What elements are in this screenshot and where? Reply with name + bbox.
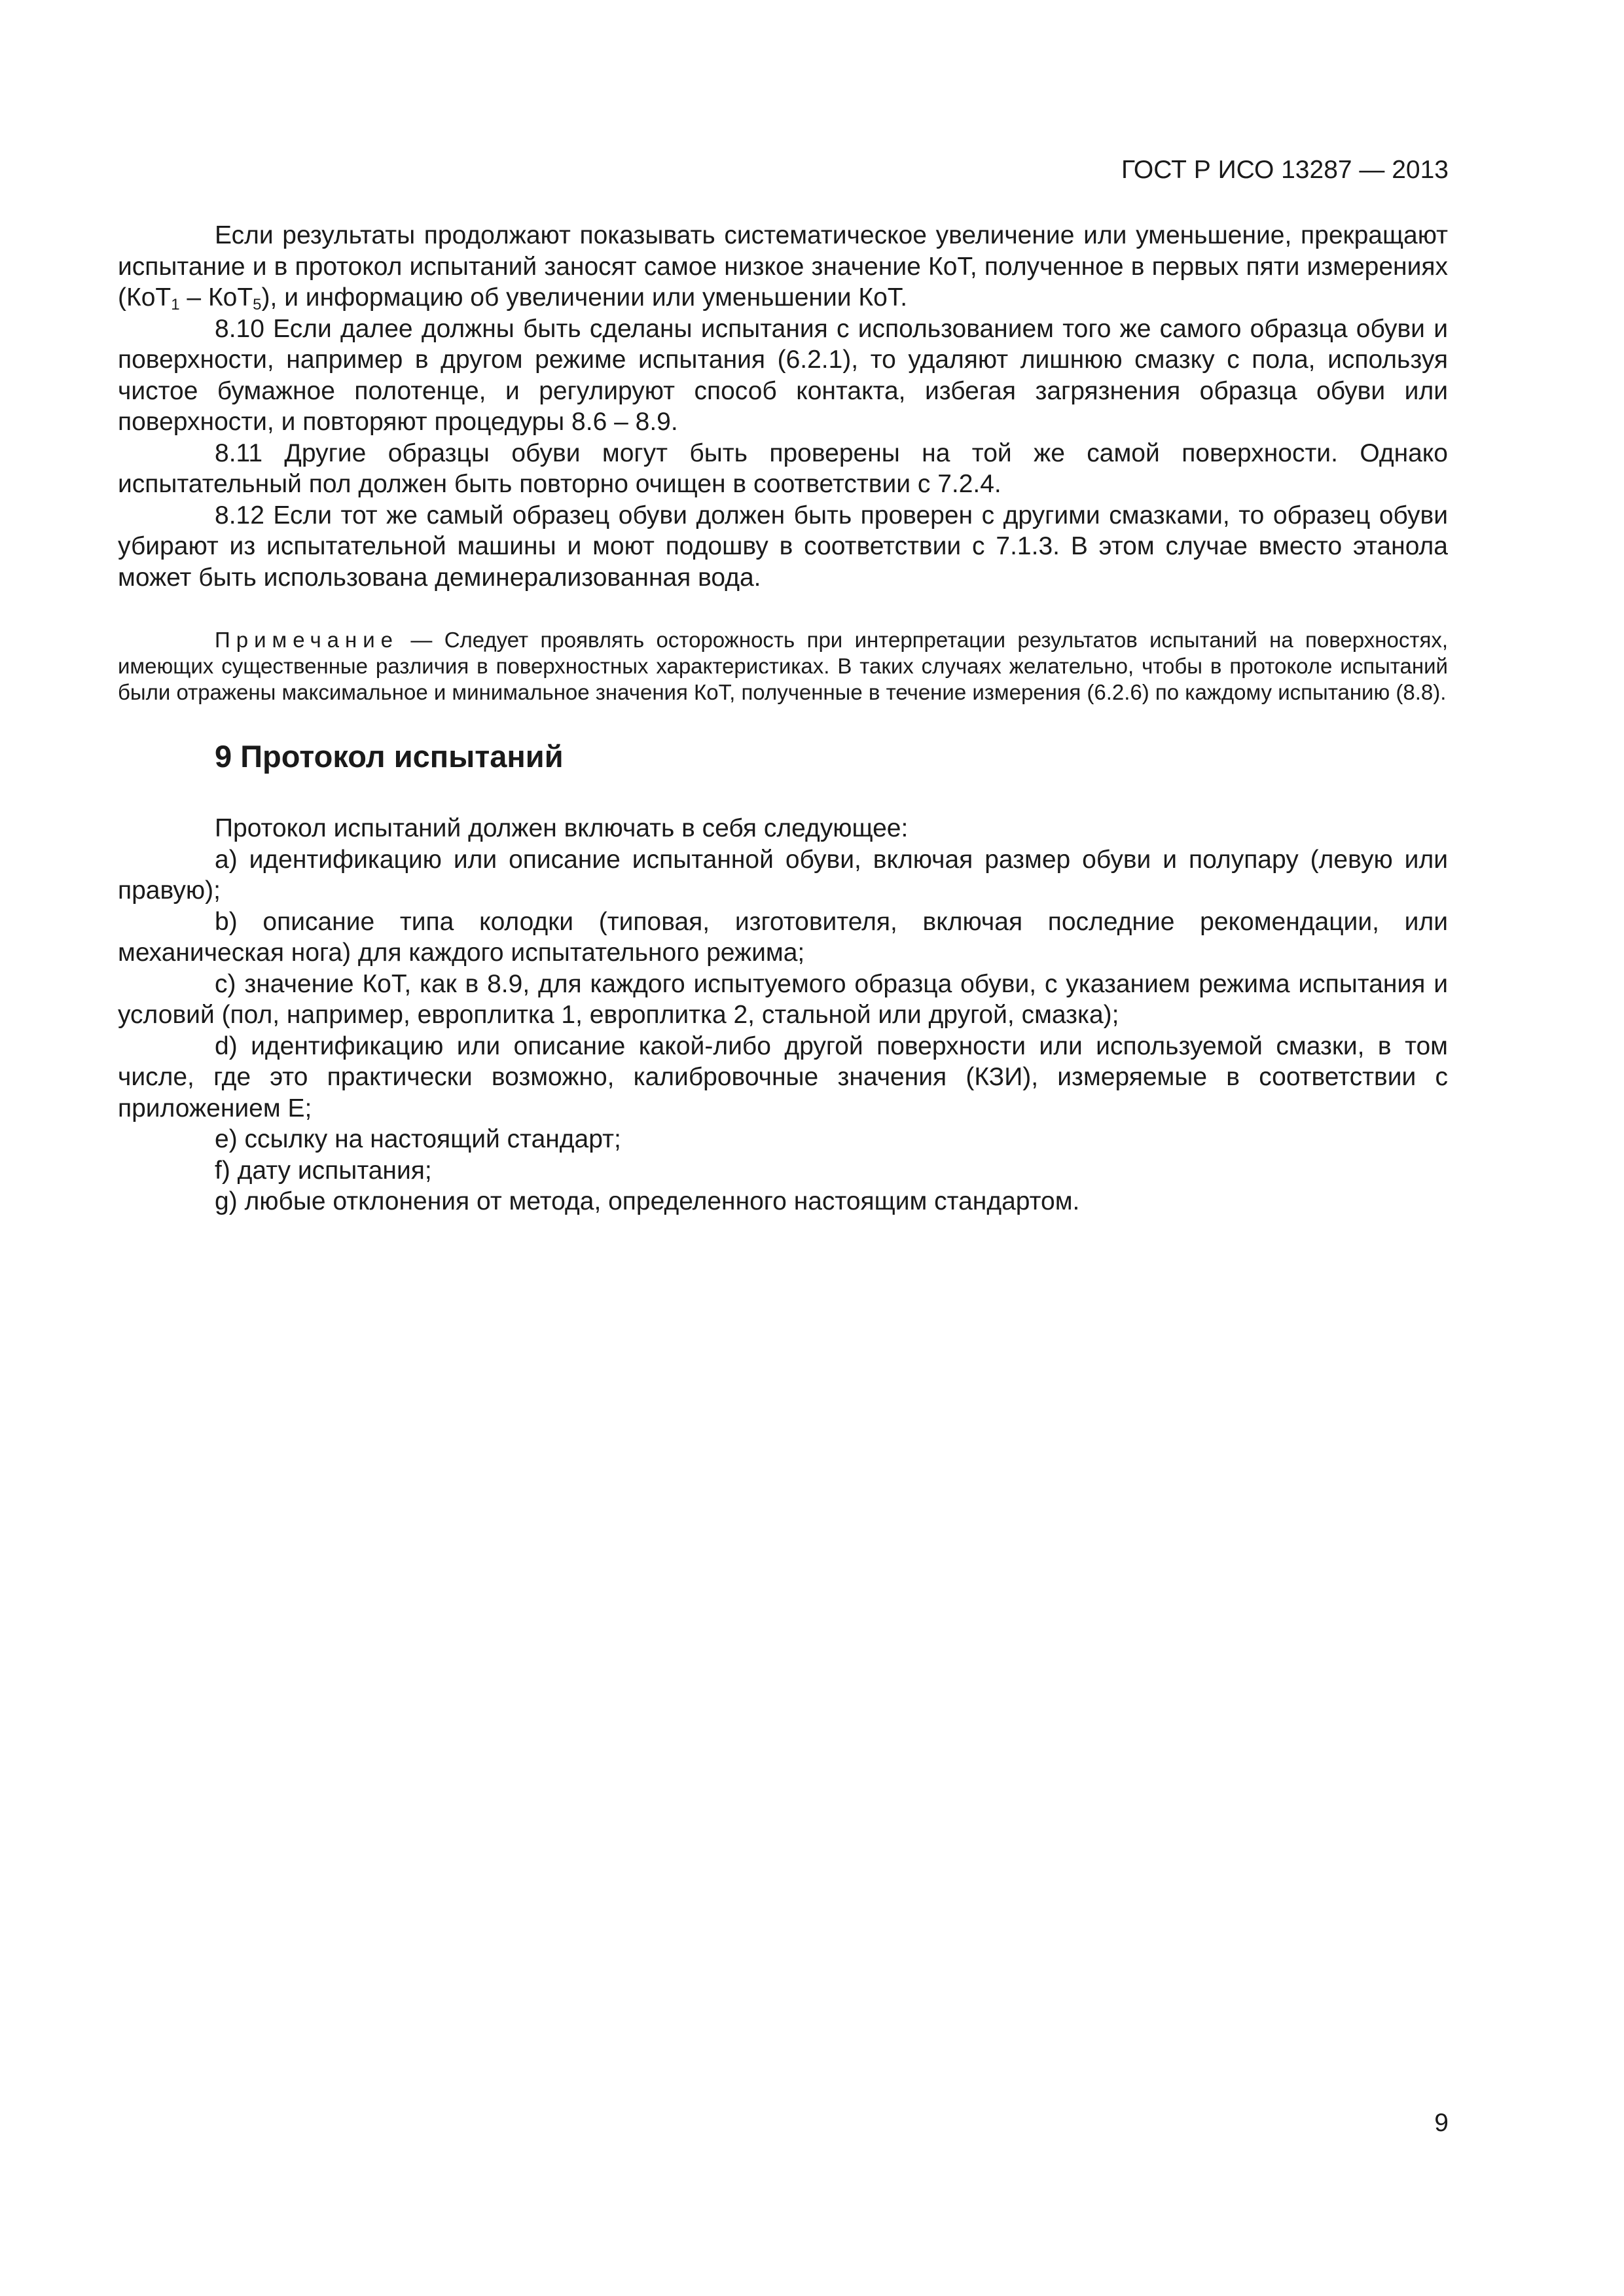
note-label: Примечание xyxy=(215,628,399,652)
page-number: 9 xyxy=(1434,2109,1449,2137)
list-item-c: c) значение КоТ, как в 8.9, для каждого испытуемого образца обуви, с указанием режима испытания и условий (пол, например, европлитка 1, европлитка 2, стальной или другой, смазка); xyxy=(118,969,1448,1029)
paragraph-text: – КоТ xyxy=(179,283,253,312)
paragraph-text: Если результаты продолжают показывать систематическое увеличение или уменьшение, прекращают испытание и в протокол испытаний заносят самое низкое значение КоТ, полученное в первых пяти измерениях (КоТ xyxy=(118,221,1448,312)
paragraph-text: ), и информацию об увеличении или уменьшении КоТ. xyxy=(261,283,908,312)
list-item-a: a) идентификацию или описание испытанной обуви, включая размер обуви и полупару (левую или правую); xyxy=(118,845,1448,905)
note-block xyxy=(118,627,1448,706)
page-content xyxy=(118,220,1448,1217)
paragraph-8-11: 8.11 Другие образцы обуви могут быть проверены на той же самой поверхности. Однако испытательный пол должен быть повторно очищен в соответствии с 7.2.4. xyxy=(118,439,1448,498)
subscript-5: 5 xyxy=(253,296,262,314)
subscript-1: 1 xyxy=(171,296,180,314)
paragraph-8-12: 8.12 Если тот же самый образец обуви должен быть проверен с другими смазками, то образец обуви убирают из испытательной машины и моют подошву в соответствии с 7.1.3. В этом случае вместо этанола может быть использована деминерализованная вода. xyxy=(118,501,1448,592)
list-item-g: g) любые отклонения от метода, определенного настоящим стандартом. xyxy=(215,1187,1080,1215)
list-item-f: f) дату испытания; xyxy=(215,1156,432,1185)
paragraph-8-9-continuation xyxy=(118,220,1448,314)
list-item-e: e) ссылку на настоящий стандарт; xyxy=(215,1125,621,1153)
list-item-b: b) описание типа колодки (типовая, изготовителя, включая последние рекомендации, или механическая нога) для каждого испытательного режима; xyxy=(118,907,1448,967)
section-9-intro: Протокол испытаний должен включать в себя следующее: xyxy=(215,814,909,842)
section-9-title: 9 Протокол испытаний xyxy=(215,739,564,774)
note-text: — Следует проявлять осторожность при интерпретации результатов испытаний на поверхностях, имеющих существенные различия в поверхностных характеристиках. В таких случаях желательно, чтобы в протоколе испытаний были отражены максимальное и минимальное значения КоТ, полученные в течение измерения (6.2.6) по каждому испытанию (8.8). xyxy=(118,628,1448,704)
document-header: ГОСТ Р ИСО 13287 — 2013 xyxy=(1121,156,1449,184)
paragraph-8-10: 8.10 Если далее должны быть сделаны испытания с использованием того же самого образца обуви и поверхности, например в другом режиме испытания (6.2.1), то удаляют лишнюю смазку с пола, используя чистое бумажное полотенце, и регулируют способ контакта, избегая загрязнения образца обуви или поверхности, и повторяют процедуры 8.6 – 8.9. xyxy=(118,314,1448,436)
list-item-d: d) идентификацию или описание какой-либо другой поверхности или используемой смазки, в том числе, где это практически возможно, калибровочные значения (КЗИ), измеряемые в соответствии с приложением E; xyxy=(118,1031,1448,1122)
